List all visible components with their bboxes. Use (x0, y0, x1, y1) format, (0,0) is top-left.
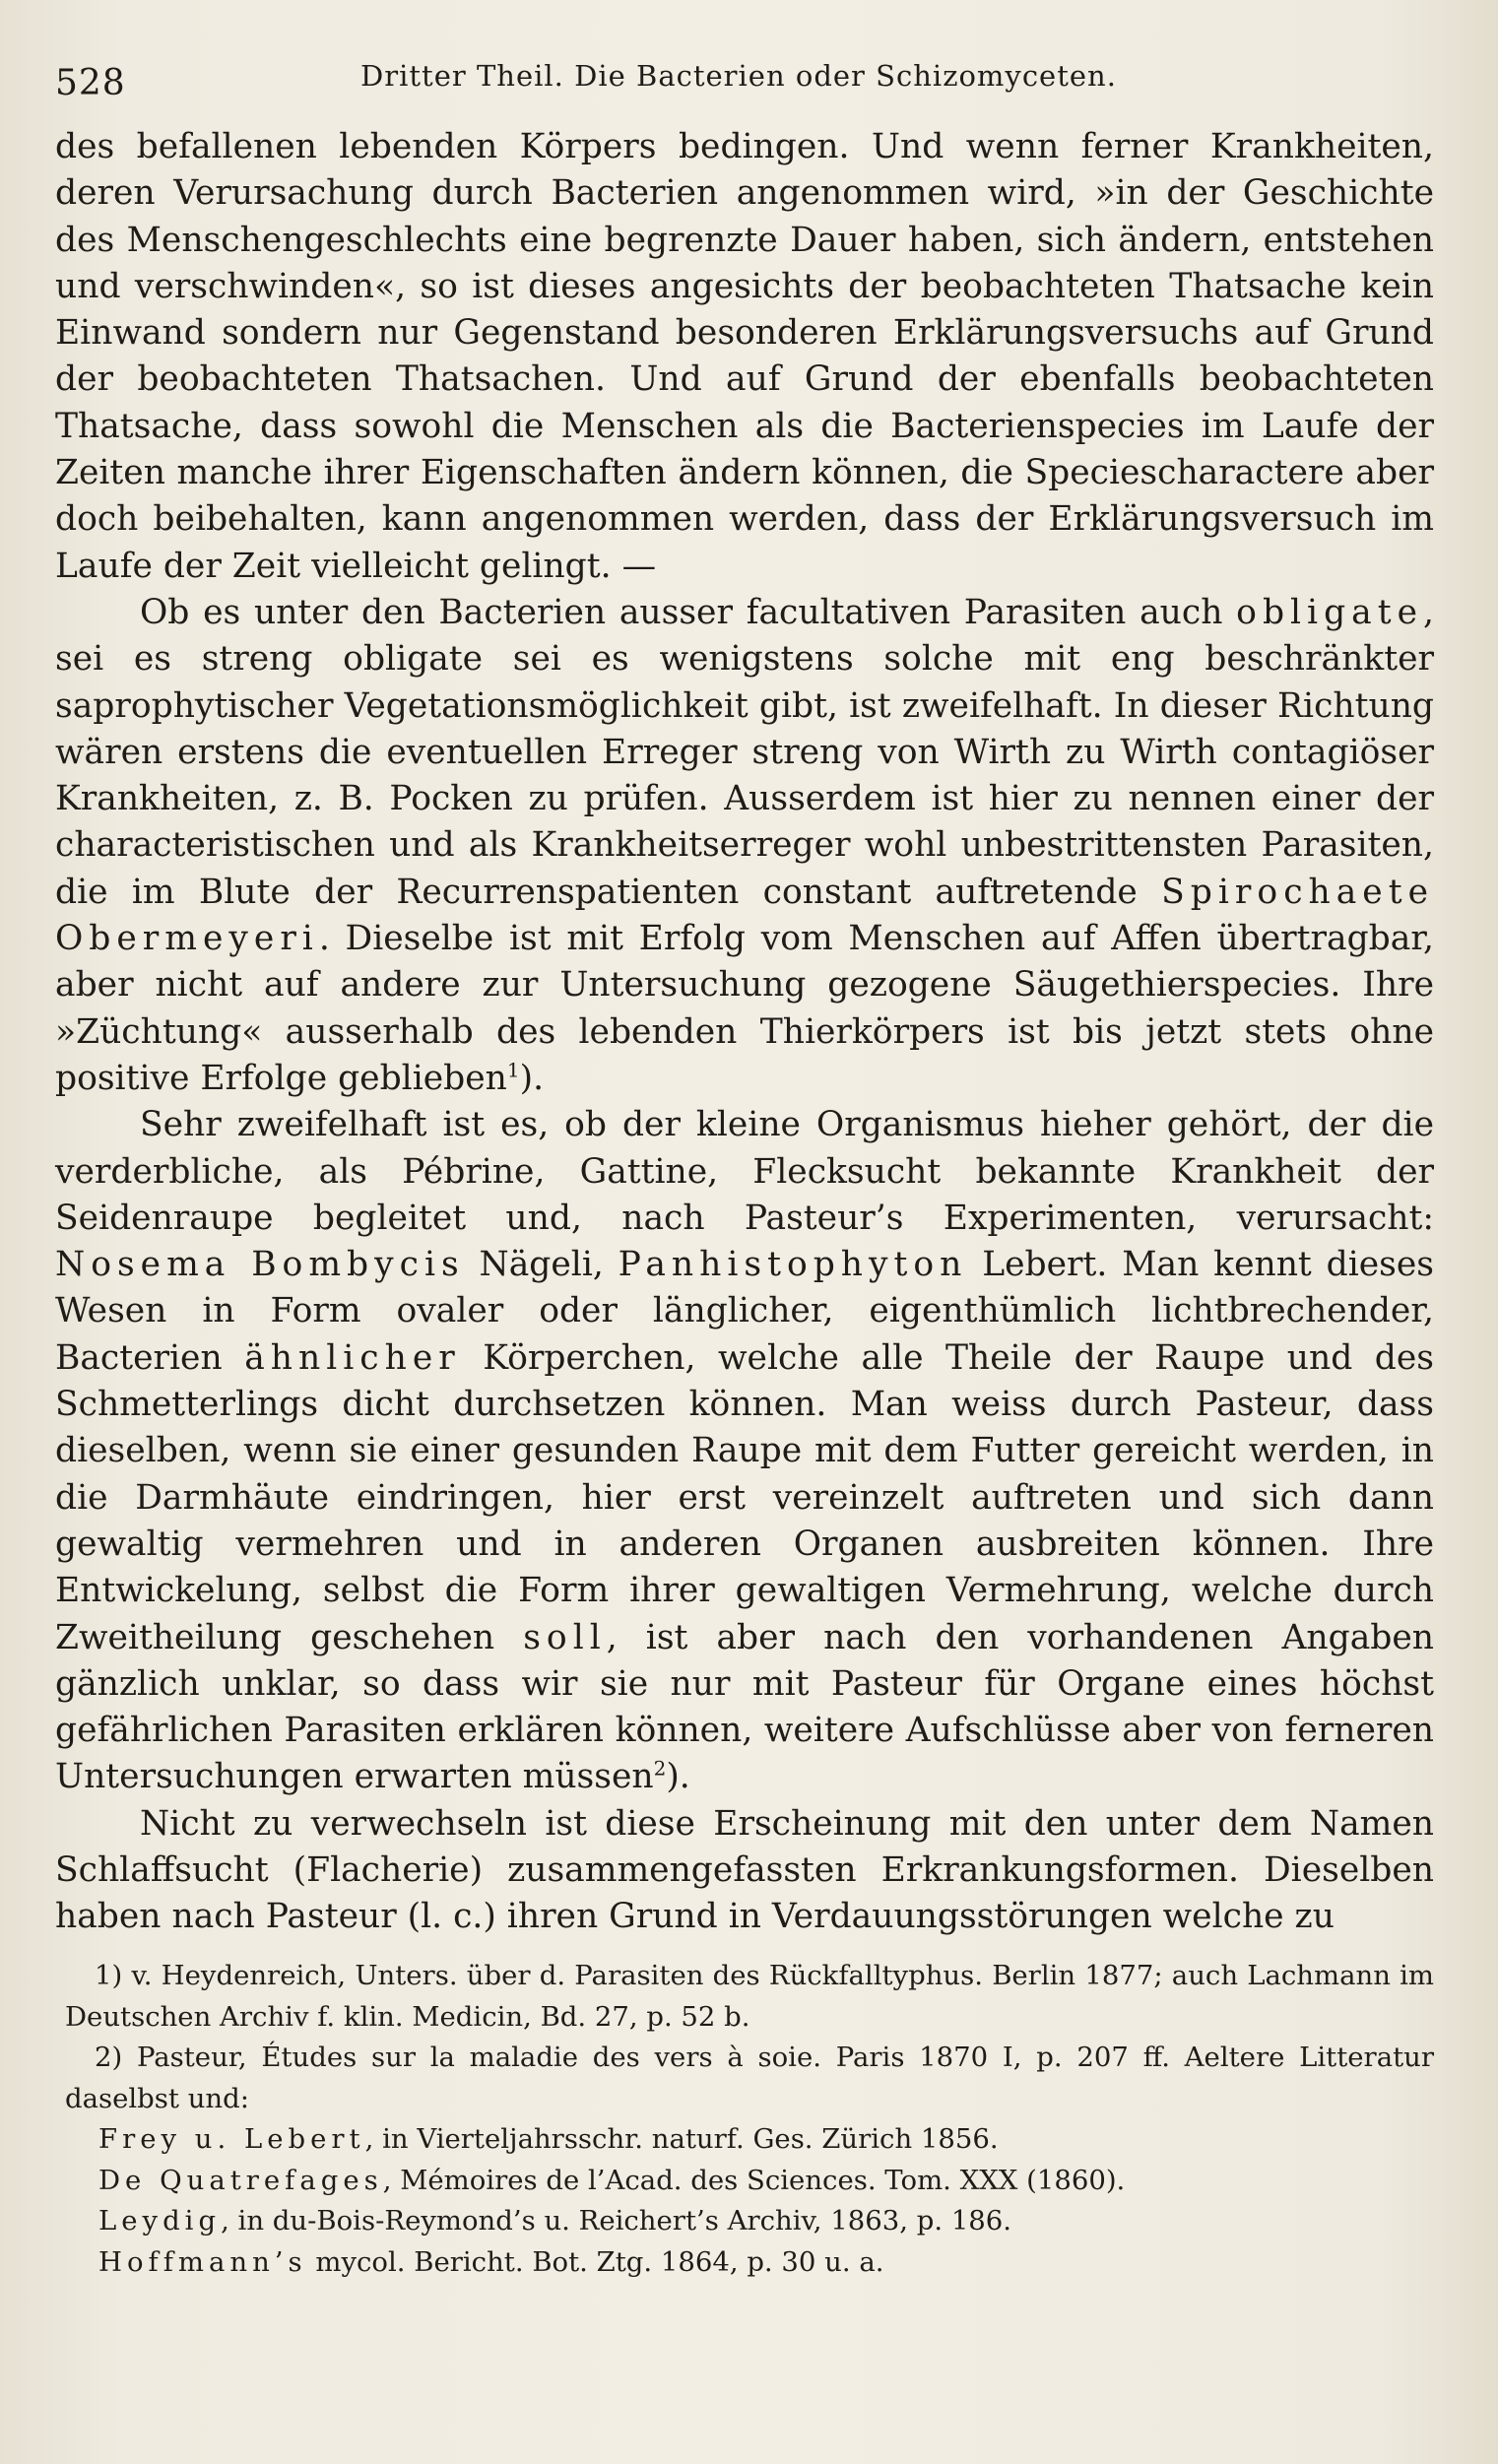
reference-text: , in Vierteljahrsschr. naturf. Ges. Zürich 1856. (364, 2123, 999, 2155)
footnote-reference (65, 2242, 1434, 2284)
reference-text: mycol. Bericht. Bot. Ztg. 1864, p. 30 u. a. (306, 2245, 884, 2278)
text-span: Lebert. Man kennt dieses Wesen in Form ovaler oder länglicher, eigenthümlich lichtbrechender, Bacterien (55, 1245, 1434, 1378)
emphasized-term: ähnlicher (244, 1337, 461, 1378)
footnote-1: 1) v. Heydenreich, Unters. über d. Parasiten des Rückfalltyphus. Berlin 1877; auch Lachmann im Deutschen Archiv f. klin. Medicin, Bd. 27, p. 52 b. (65, 1960, 1434, 2033)
reference-author: Frey u. Lebert (98, 2123, 365, 2155)
text-span: , ist aber nach den vorhandenen Angaben gänzlich unklar, so dass wir sie nur mit Pasteur für Organe eines höchst gefährlichen Parasiten erklären können, weitere Aufschlüsse aber von ferneren Untersuchungen erwarten müssen (55, 1617, 1435, 1797)
text-span: des befallenen lebenden Körpers bedingen. Und wenn ferner Krankheiten, deren Verursachung durch Bacterien angenommen wird, »in der Geschichte des Menschengeschlechts eine begrenzte Dauer haben, sich ändern, entstehen und verschwinden«, so ist dieses angesichts der beobachteten Thatsache kein Einwand sondern nur Gegenstand besonderen Erklärungsversuchs auf Grund der beobachteten Thatsachen. Und auf Grund der ebenfalls beobachteten Thatsache, dass sowohl die Menschen als die Bacterienspecies im Laufe der Zeiten manche ihrer Eigenschaften ändern können, die Speciescharactere aber doch beibehalten, kann angenommen werden, dass der Erklärungsversuch im Laufe der Zeit vielleicht gelingt. — (55, 127, 1434, 586)
page-number: 528 (55, 63, 126, 103)
paragraph (55, 1102, 1434, 1800)
reference-author: Hoffmann’s (98, 2245, 307, 2278)
emphasized-term: soll (523, 1617, 607, 1657)
footnote-marker: 1 (506, 1058, 520, 1082)
text-span: Nicht zu verwechseln ist diese Erscheinung mit den unter dem Namen Schlaffsucht (Flacherie) zusammengefassten Erkrankungsformen. Dieselben haben nach Pasteur (l. c.) ihren Grund in Verdauungsstörungen welche zu (55, 1803, 1434, 1937)
footnotes (65, 1956, 1434, 2283)
reference-text: , Mémoires de l’Acad. des Sciences. Tom. XXX (1860). (382, 2164, 1126, 2196)
main-text (55, 124, 1434, 1941)
text-span: Ob es unter den Bacterien ausser facultativen Parasiten auch (140, 592, 1237, 632)
reference-author: De Quatrefages (98, 2164, 383, 2196)
text-span: . Dieselbe ist mit Erfolg vom Menschen auf Affen übertragbar, aber nicht auf andere zur Untersuchung gezogene Säugethierspecies. Ihre »Züchtung« ausserhalb des lebenden Thierkörpers ist bis jetzt stets ohne positive Erfolge geblieben (55, 919, 1434, 1098)
paragraph (55, 1801, 1434, 1941)
reference-text: , in du-Bois-Reymond’s u. Reichert’s Archiv, 1863, p. 186. (221, 2205, 1012, 2237)
text-span: ). (519, 1058, 545, 1098)
reference-author: Leydig (98, 2205, 222, 2237)
page-header (55, 51, 1454, 110)
footnote-marker: 2 (653, 1756, 667, 1781)
text-span: Nägeli, (464, 1245, 619, 1285)
emphasized-term: Panhistophyton (618, 1245, 968, 1285)
footnote-2: 2) Pasteur, Études sur la maladie des vers à soie. Paris 1870 I, p. 207 ff. Aeltere Litteratur daselbst und: (65, 2042, 1434, 2114)
text-span: Sehr zweifelhaft ist es, ob der kleine Organismus hieher gehört, der die verderbliche, als Pébrine, Gattine, Flecksucht bekannte Krankheit der Seidenraupe begleitet und, nach Pasteur’s Experimenten, verursacht: (55, 1105, 1434, 1238)
paragraph (55, 590, 1434, 1102)
text-span: Körperchen, welche alle Theile der Raupe und des Schmetterlings dicht durchsetzen können. Man weiss durch Pasteur, dass dieselben, wenn sie einer gesunden Raupe mit dem Futter gereicht werden, in die Darmhäute eindringen, hier erst vereinzelt auftreten und sich dann gewaltig vermehren und in anderen Organen ausbreiten können. Ihre Entwickelung, selbst die Form ihrer gewaltigen Vermehrung, welche durch Zweitheilung geschehen (55, 1337, 1434, 1657)
footnote-reference (65, 2201, 1434, 2242)
text-span: , sei es streng obligate sei es wenigstens solche mit eng beschränkter saprophytischer Vegetationsmöglichkeit gibt, ist zweifelhaft. In dieser Richtung wären erstens die eventuellen Erreger streng von Wirth zu Wirth contagiöser Krankheiten, z. B. Pocken zu prüfen. Ausserdem ist hier zu nennen einer der characteristischen und als Krankheitserreger wohl unbestrittensten Parasiten, die im Blute der Recurrenspatienten constant auftretende (55, 592, 1434, 912)
footnote-reference (65, 2161, 1434, 2202)
emphasized-term: Nosema Bombycis (55, 1245, 465, 1285)
running-title: Dritter Theil. Die Bacterien oder Schizomyceten. (360, 59, 1117, 93)
paragraph (55, 124, 1434, 590)
emphasized-term: Spirochaete Obermeyeri (55, 872, 1434, 959)
footnote-reference (65, 2119, 1434, 2161)
text-span: ). (666, 1757, 690, 1797)
emphasized-term: obligate (1236, 592, 1424, 632)
